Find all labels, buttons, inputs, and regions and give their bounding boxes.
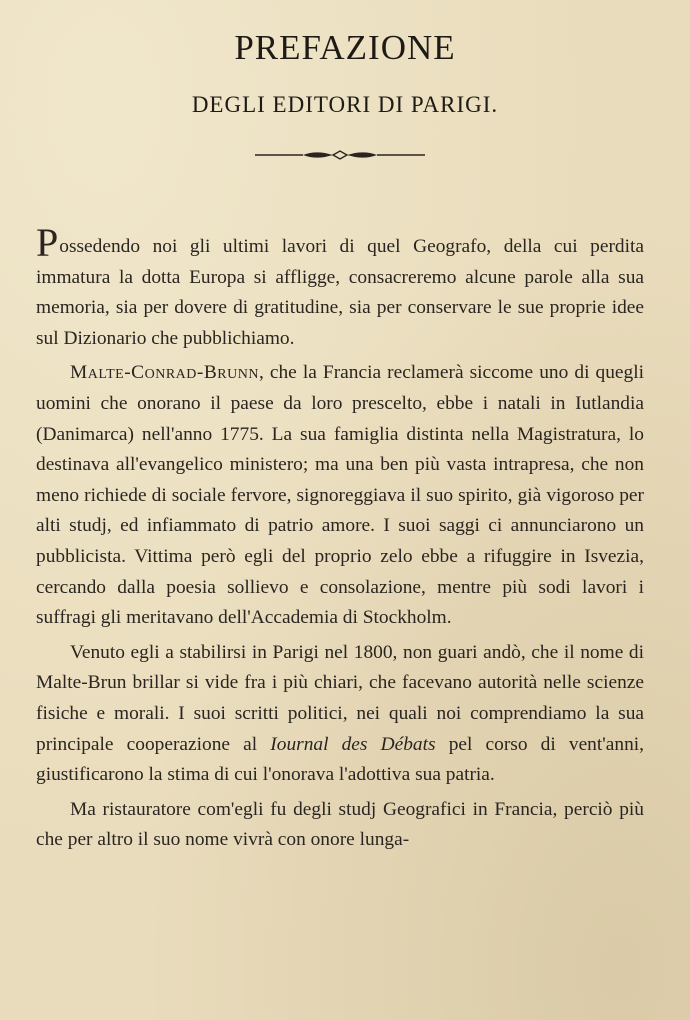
preface-body (36, 220, 644, 860)
author-name: Malte-Conrad-Brunn (70, 362, 259, 384)
paragraph-1-text: ossedendo noi gli ultimi lavori di quel Geografo, della cui perdita immatura la dotta Europa si affligge, consacreremo alcune parole alla sua memoria, sia per dovere di gratitudine, sia per conservare le sue proprie idee sul Dizionario che pubblichiamo. (36, 236, 644, 349)
paragraph-3-text-after: pel corso di vent'anni, giustificarono la stima di cui l'onorava l'adottiva sua patria. (36, 733, 644, 786)
paragraph-1 (36, 220, 644, 354)
page-subtitle: DEGLI EDITORI DI PARIGI. (191, 92, 499, 117)
paragraph-2-text: , che la Francia reclamerà siccome uno di quegli uomini che onorano il paese da loro prescelto, ebbe i natali in Iutlandia (Danimarca) nell'anno 1775. La sua famiglia distinta nella Magistratura, lo destinava all'evangelico ministero; ma una ben più vasta intrapresa, che non meno richiede di sociale fervore, signoreggiava il suo spirito, già vigoroso per alti studj, ed infiammato di patrio amore. I suoi saggi ci annunciarono un pubblicista. Vittima però egli del proprio zelo ebbe a rifuggire in Isvezia, cercando dalla poesia sollievo e consolazione, mentre più sodi lavori i suffragi gli meritavano dell'Accademia di Stockholm. (36, 362, 644, 629)
paragraph-3 (36, 638, 644, 791)
paragraph-3-text-before: Venuto egli a stabilirsi in Parigi nel 1800, non guari andò, che il nome di Malte-Brun brillar si vide fra i più chiari, che facevano autorità nelle scienze fisiche e morali. I suoi scritti politici, nei quali noi comprendiamo la sua principale cooperazione al (36, 641, 644, 755)
paragraph-2 (36, 358, 644, 633)
paragraph-4-text: Ma ristauratore com'egli fu degli studj Geografici in Francia, perciò più che per altro il suo nome vivrà con onore lunga- (36, 798, 644, 851)
ornament-divider-icon (255, 148, 425, 162)
page-title: PREFAZIONE (234, 28, 456, 67)
drop-cap: P (36, 220, 59, 265)
journal-title: Iournal des Débats (270, 733, 436, 755)
paragraph-4 (36, 795, 644, 856)
